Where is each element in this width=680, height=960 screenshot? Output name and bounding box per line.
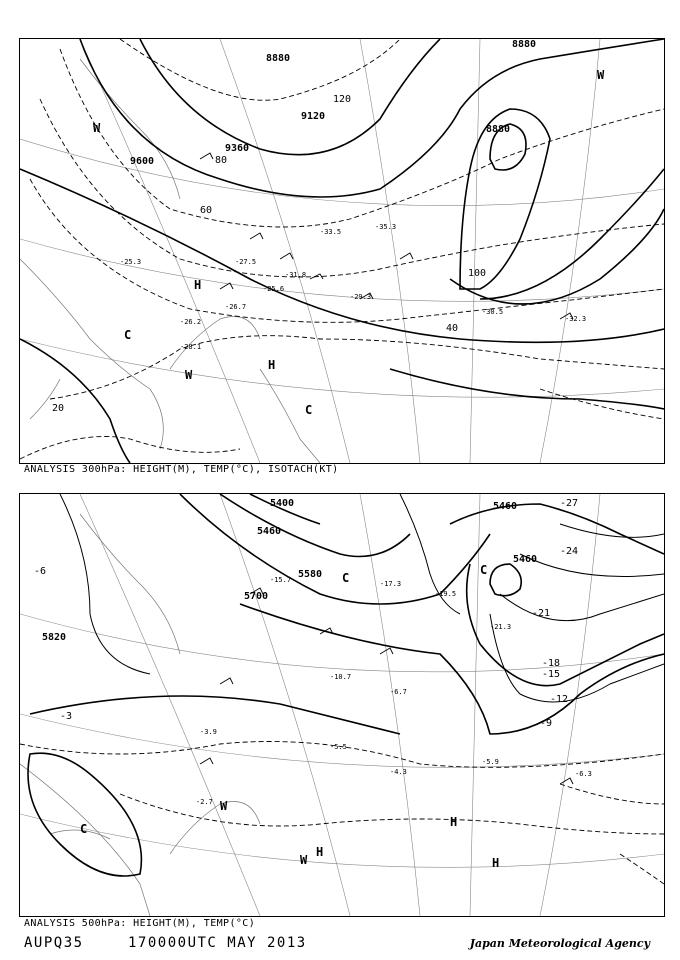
temp-contour-label: -6 [34, 566, 47, 577]
high-center: H [450, 815, 458, 829]
temp-label: -26.7 [225, 303, 247, 311]
temp-label: -21.3 [490, 623, 512, 631]
height-label-5820: 5820 [42, 632, 67, 643]
height-label-5460: 5460 [257, 526, 282, 537]
high-center: H [194, 278, 202, 292]
warm-center: W [185, 368, 193, 382]
isotach-label-100: 100 [468, 268, 487, 279]
height-label-9360: 9360 [225, 143, 250, 154]
high-center: H [268, 358, 276, 372]
height-label-5700: 5700 [244, 591, 269, 602]
temp-label: -5.5 [330, 743, 347, 751]
temp-contour-label: -15 [542, 669, 561, 680]
temperature-contours [60, 494, 664, 702]
temp-label: -3.9 [200, 728, 217, 736]
temp-label: -31.8 [285, 271, 307, 279]
height-label-9120: 9120 [301, 111, 326, 122]
temp-contour-label: -27 [560, 498, 579, 509]
cold-center: C [342, 571, 350, 585]
temp-label: -6.3 [575, 770, 592, 778]
isotach-label-40: 40 [446, 323, 459, 334]
warm-center: W [93, 121, 101, 135]
temp-label: -28.1 [180, 343, 202, 351]
temp-label: -17.3 [380, 580, 402, 588]
temp-contour-label: -3 [60, 711, 73, 722]
warm-center: W [597, 68, 605, 82]
coastline [20, 514, 260, 916]
temp-label: -33.5 [320, 228, 342, 236]
temp-label: -4.3 [390, 768, 407, 776]
agency-name: Japan Meteorological Agency [469, 937, 650, 950]
coastline [20, 59, 320, 463]
height-label-9600: 9600 [130, 156, 155, 167]
temp-label: -25.3 [120, 258, 142, 266]
chart-500hpa [19, 493, 665, 917]
cold-center: C [305, 403, 313, 417]
caption-300hpa: ANALYSIS 300hPa: HEIGHT(M), TEMP(°C), ISOTACH(KT) [24, 464, 339, 475]
temp-contour-label: -9 [540, 718, 553, 729]
cold-center: C [480, 563, 488, 577]
temp-label: -19.5 [435, 590, 457, 598]
height-label-8880-b: 8880 [512, 39, 537, 50]
temp-label: -35.3 [375, 223, 397, 231]
bulletin-time: 170000UTC MAY 2013 [128, 935, 307, 951]
temp-label: -5.9 [482, 758, 499, 766]
high-center: H [492, 856, 500, 870]
temp-label: -6.7 [390, 688, 407, 696]
temp-label: -15.7 [270, 576, 292, 584]
chart-300hpa-canvas [20, 39, 664, 463]
height-label-8880-a: 8880 [266, 53, 291, 64]
temp-label: -26.2 [180, 318, 202, 326]
cold-center: C [80, 822, 88, 836]
temp-contour-label: -18 [542, 658, 561, 669]
isotach-label-80: 80 [215, 155, 228, 166]
isotach-label-60: 60 [200, 205, 213, 216]
temp-label: -10.7 [330, 673, 352, 681]
chart-300hpa [19, 38, 665, 464]
height-label-8880-c: 8880 [486, 124, 511, 135]
temp-label: -32.3 [565, 315, 587, 323]
temp-contour-label: -12 [550, 694, 569, 705]
warm-center: W [300, 853, 308, 867]
temp-contour-label: -24 [560, 546, 579, 557]
temp-dashed [20, 742, 664, 885]
high-center: H [316, 845, 324, 859]
temp-contour-label: -21 [532, 608, 551, 619]
height-label-5580: 5580 [298, 569, 323, 580]
height-label-5460-b: 5460 [513, 554, 538, 565]
height-label-5400: 5400 [270, 498, 295, 509]
temp-label: -25.6 [263, 285, 285, 293]
wind-barbs [200, 588, 573, 784]
isotach-label-20: 20 [52, 403, 65, 414]
temp-label: -2.7 [196, 798, 213, 806]
chart-500hpa-canvas [20, 494, 664, 916]
caption-500hpa: ANALYSIS 500hPa: HEIGHT(M), TEMP(°C) [24, 918, 256, 929]
bulletin-code: AUPQ35 [24, 935, 84, 951]
temp-label: -27.5 [235, 258, 257, 266]
temp-label: -30.5 [482, 308, 504, 316]
isotach-label-120: 120 [333, 94, 352, 105]
temp-label: -29.3 [350, 293, 372, 301]
cold-center: C [124, 328, 132, 342]
height-label-5460-c: 5460 [493, 501, 518, 512]
warm-center: W [220, 799, 228, 813]
